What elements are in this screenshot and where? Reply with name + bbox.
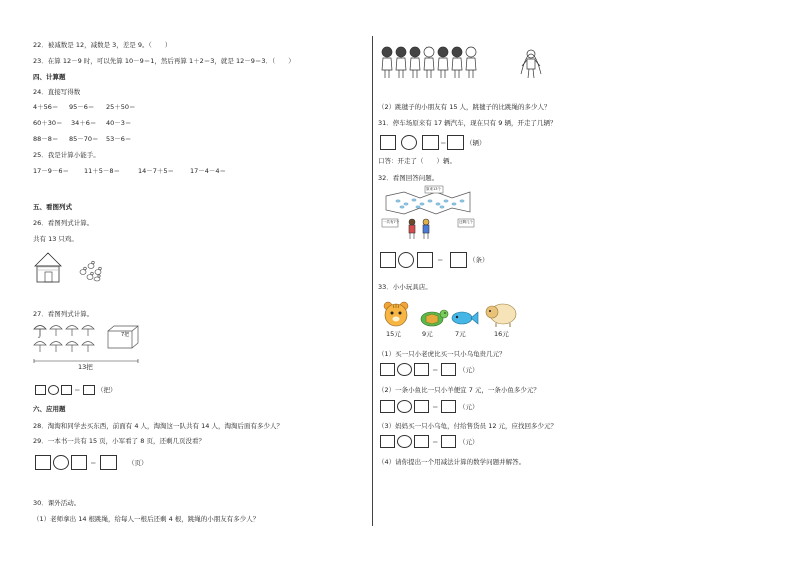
question-27: 27．看图列式计算。 bbox=[33, 310, 94, 318]
answer-box[interactable] bbox=[414, 363, 429, 376]
unit-label: （元） bbox=[459, 366, 479, 374]
question-29: 29．一本书一共有 15 页，小军看了 8 页，还剩几页没看？ bbox=[33, 437, 205, 445]
fish-label-total: 一共有7个 bbox=[383, 220, 400, 224]
jump-rope-child-illustration bbox=[517, 44, 545, 82]
answer-box[interactable] bbox=[61, 385, 72, 395]
answer-box[interactable] bbox=[71, 455, 87, 470]
price-sheep: 16元 bbox=[494, 330, 509, 338]
calc-item: 11＋5－8＝ bbox=[84, 167, 121, 175]
question-31: 31．停车场原来有 17 辆汽车，现在只有 9 辆，开走了几辆？ bbox=[378, 119, 557, 127]
question-30-part-2: （2）跳毽子的小朋友有 15 人，跳毽子的比跳绳的多少人？ bbox=[378, 103, 551, 111]
question-23: 23．在算 12－9 时，可以先算 10－9＝1，然后再算 1＋2＝3，就是 12－9＝3．（ ） bbox=[33, 57, 295, 65]
question-25: 25．我是计算小能手。 bbox=[33, 151, 100, 159]
answer-box[interactable] bbox=[441, 435, 456, 448]
chicken-coop-illustration bbox=[33, 250, 123, 284]
equals-sign: ＝ bbox=[432, 438, 439, 446]
question-26: 26．看图列式计算。 bbox=[33, 219, 94, 227]
answer-box[interactable] bbox=[414, 435, 429, 448]
calc-item: 85－70＝ bbox=[69, 135, 99, 143]
unit-label: （把） bbox=[97, 386, 117, 394]
question-33-part-4: （4）请你提出一个用减法计算的数学问题并解答。 bbox=[378, 458, 526, 466]
fish-label-original: 原来13个 bbox=[426, 187, 441, 191]
fish-toy-icon bbox=[449, 310, 479, 326]
operator-circle[interactable] bbox=[397, 363, 412, 376]
equals-sign: ＝ bbox=[90, 459, 97, 467]
fish-pond-illustration bbox=[380, 186, 480, 241]
equals-sign: ＝ bbox=[440, 139, 447, 147]
tiger-toy-icon bbox=[383, 301, 409, 327]
question-28: 28．淘淘和同学去买东西，前面有 4 人，淘淘这一队共有 14 人，淘淘后面有多少人？ bbox=[33, 422, 283, 430]
answer-box[interactable] bbox=[441, 363, 456, 376]
unit-label: （元） bbox=[459, 438, 479, 446]
umbrella-total-label: 13把 bbox=[78, 363, 93, 371]
question-33: 33．小小玩具店。 bbox=[378, 283, 432, 291]
operator-circle[interactable] bbox=[53, 455, 69, 470]
equals-sign: ＝ bbox=[432, 366, 439, 374]
answer-box[interactable] bbox=[417, 252, 433, 268]
answer-box[interactable] bbox=[414, 400, 429, 413]
calc-item: 40－3＝ bbox=[106, 119, 132, 127]
sheep-toy-icon bbox=[484, 302, 518, 328]
price-fish: 7元 bbox=[455, 330, 466, 338]
section-heading-picture-equation: 五、看图列式 bbox=[33, 203, 72, 211]
calc-item: 17－9－6＝ bbox=[33, 167, 70, 175]
answer-box[interactable] bbox=[447, 135, 464, 150]
question-32: 32．看图回答问题。 bbox=[378, 174, 439, 182]
answer-box[interactable] bbox=[380, 435, 395, 448]
calc-item: 25＋50＝ bbox=[106, 103, 136, 111]
price-tiger: 15元 bbox=[386, 330, 401, 338]
answer-box[interactable] bbox=[441, 400, 456, 413]
equals-sign: ＝ bbox=[432, 403, 439, 411]
section-heading-word-problems: 六、应用题 bbox=[33, 405, 66, 413]
calc-item: 53－6＝ bbox=[106, 135, 132, 143]
unit-label: （辆） bbox=[466, 139, 486, 147]
umbrella-box-label: 7把 bbox=[121, 332, 130, 338]
answer-box[interactable] bbox=[380, 135, 396, 150]
question-33-part-3: （3）妈妈买一只小乌龟，付给售货员 12 元，应找回多少元？ bbox=[378, 422, 558, 430]
question-26-subtitle: 共有 13 只鸡。 bbox=[33, 235, 78, 243]
question-24: 24．直接写得数 bbox=[33, 88, 81, 96]
equals-sign: ＝ bbox=[74, 386, 81, 394]
answer-box[interactable] bbox=[35, 385, 46, 395]
price-turtle: 9元 bbox=[422, 330, 433, 338]
question-30: 30．课外活动。 bbox=[33, 499, 81, 507]
operator-circle[interactable] bbox=[398, 252, 414, 268]
answer-box[interactable] bbox=[380, 400, 395, 413]
question-22: 22．被减数是 12，减数是 3，差是 9。（ ） bbox=[33, 41, 172, 49]
unit-label: （页） bbox=[128, 459, 148, 467]
calc-item: 14－7＋5＝ bbox=[138, 167, 175, 175]
equals-sign: ＝ bbox=[437, 256, 444, 264]
unit-label: （条） bbox=[469, 256, 489, 264]
question-30-part-1: （1）老师拿出 14 根跳绳，给每人一根后还剩 4 根，跳绳的小朋友有多少人？ bbox=[33, 515, 260, 523]
calc-item: 4＋56＝ bbox=[33, 103, 59, 111]
question-33-part-2: （2）一条小鱼比一只小羊便宜 7 元，一条小鱼多少元？ bbox=[378, 386, 540, 394]
answer-box[interactable] bbox=[380, 252, 396, 268]
answer-box[interactable] bbox=[35, 455, 51, 470]
turtle-toy-icon bbox=[418, 306, 448, 328]
question-33-part-1: （1）买一只小老虎比买一只小乌龟贵几元？ bbox=[378, 350, 506, 358]
operator-circle[interactable] bbox=[397, 400, 412, 413]
answer-box[interactable] bbox=[83, 385, 95, 395]
answer-box[interactable] bbox=[422, 135, 439, 150]
children-illustration bbox=[381, 44, 491, 82]
calc-item: 17－4－4＝ bbox=[190, 167, 227, 175]
calc-item: 60＋30＝ bbox=[33, 119, 63, 127]
column-divider bbox=[372, 36, 373, 526]
calc-item: 88－8＝ bbox=[33, 135, 59, 143]
answer-box[interactable] bbox=[450, 252, 467, 268]
answer-box[interactable] bbox=[100, 455, 117, 470]
fish-label-remaining: 还剩几个 bbox=[459, 220, 473, 224]
calc-item: 34＋6＝ bbox=[71, 119, 97, 127]
operator-circle[interactable] bbox=[397, 435, 412, 448]
operator-circle[interactable] bbox=[48, 385, 59, 395]
answer-box[interactable] bbox=[380, 363, 395, 376]
question-31-oral-answer: 口答：开走了（ ）辆。 bbox=[378, 157, 456, 165]
section-heading-calculation: 四、计算题 bbox=[33, 73, 66, 81]
operator-circle[interactable] bbox=[401, 135, 417, 150]
unit-label: （元） bbox=[459, 403, 479, 411]
calc-item: 95－6＝ bbox=[69, 103, 95, 111]
